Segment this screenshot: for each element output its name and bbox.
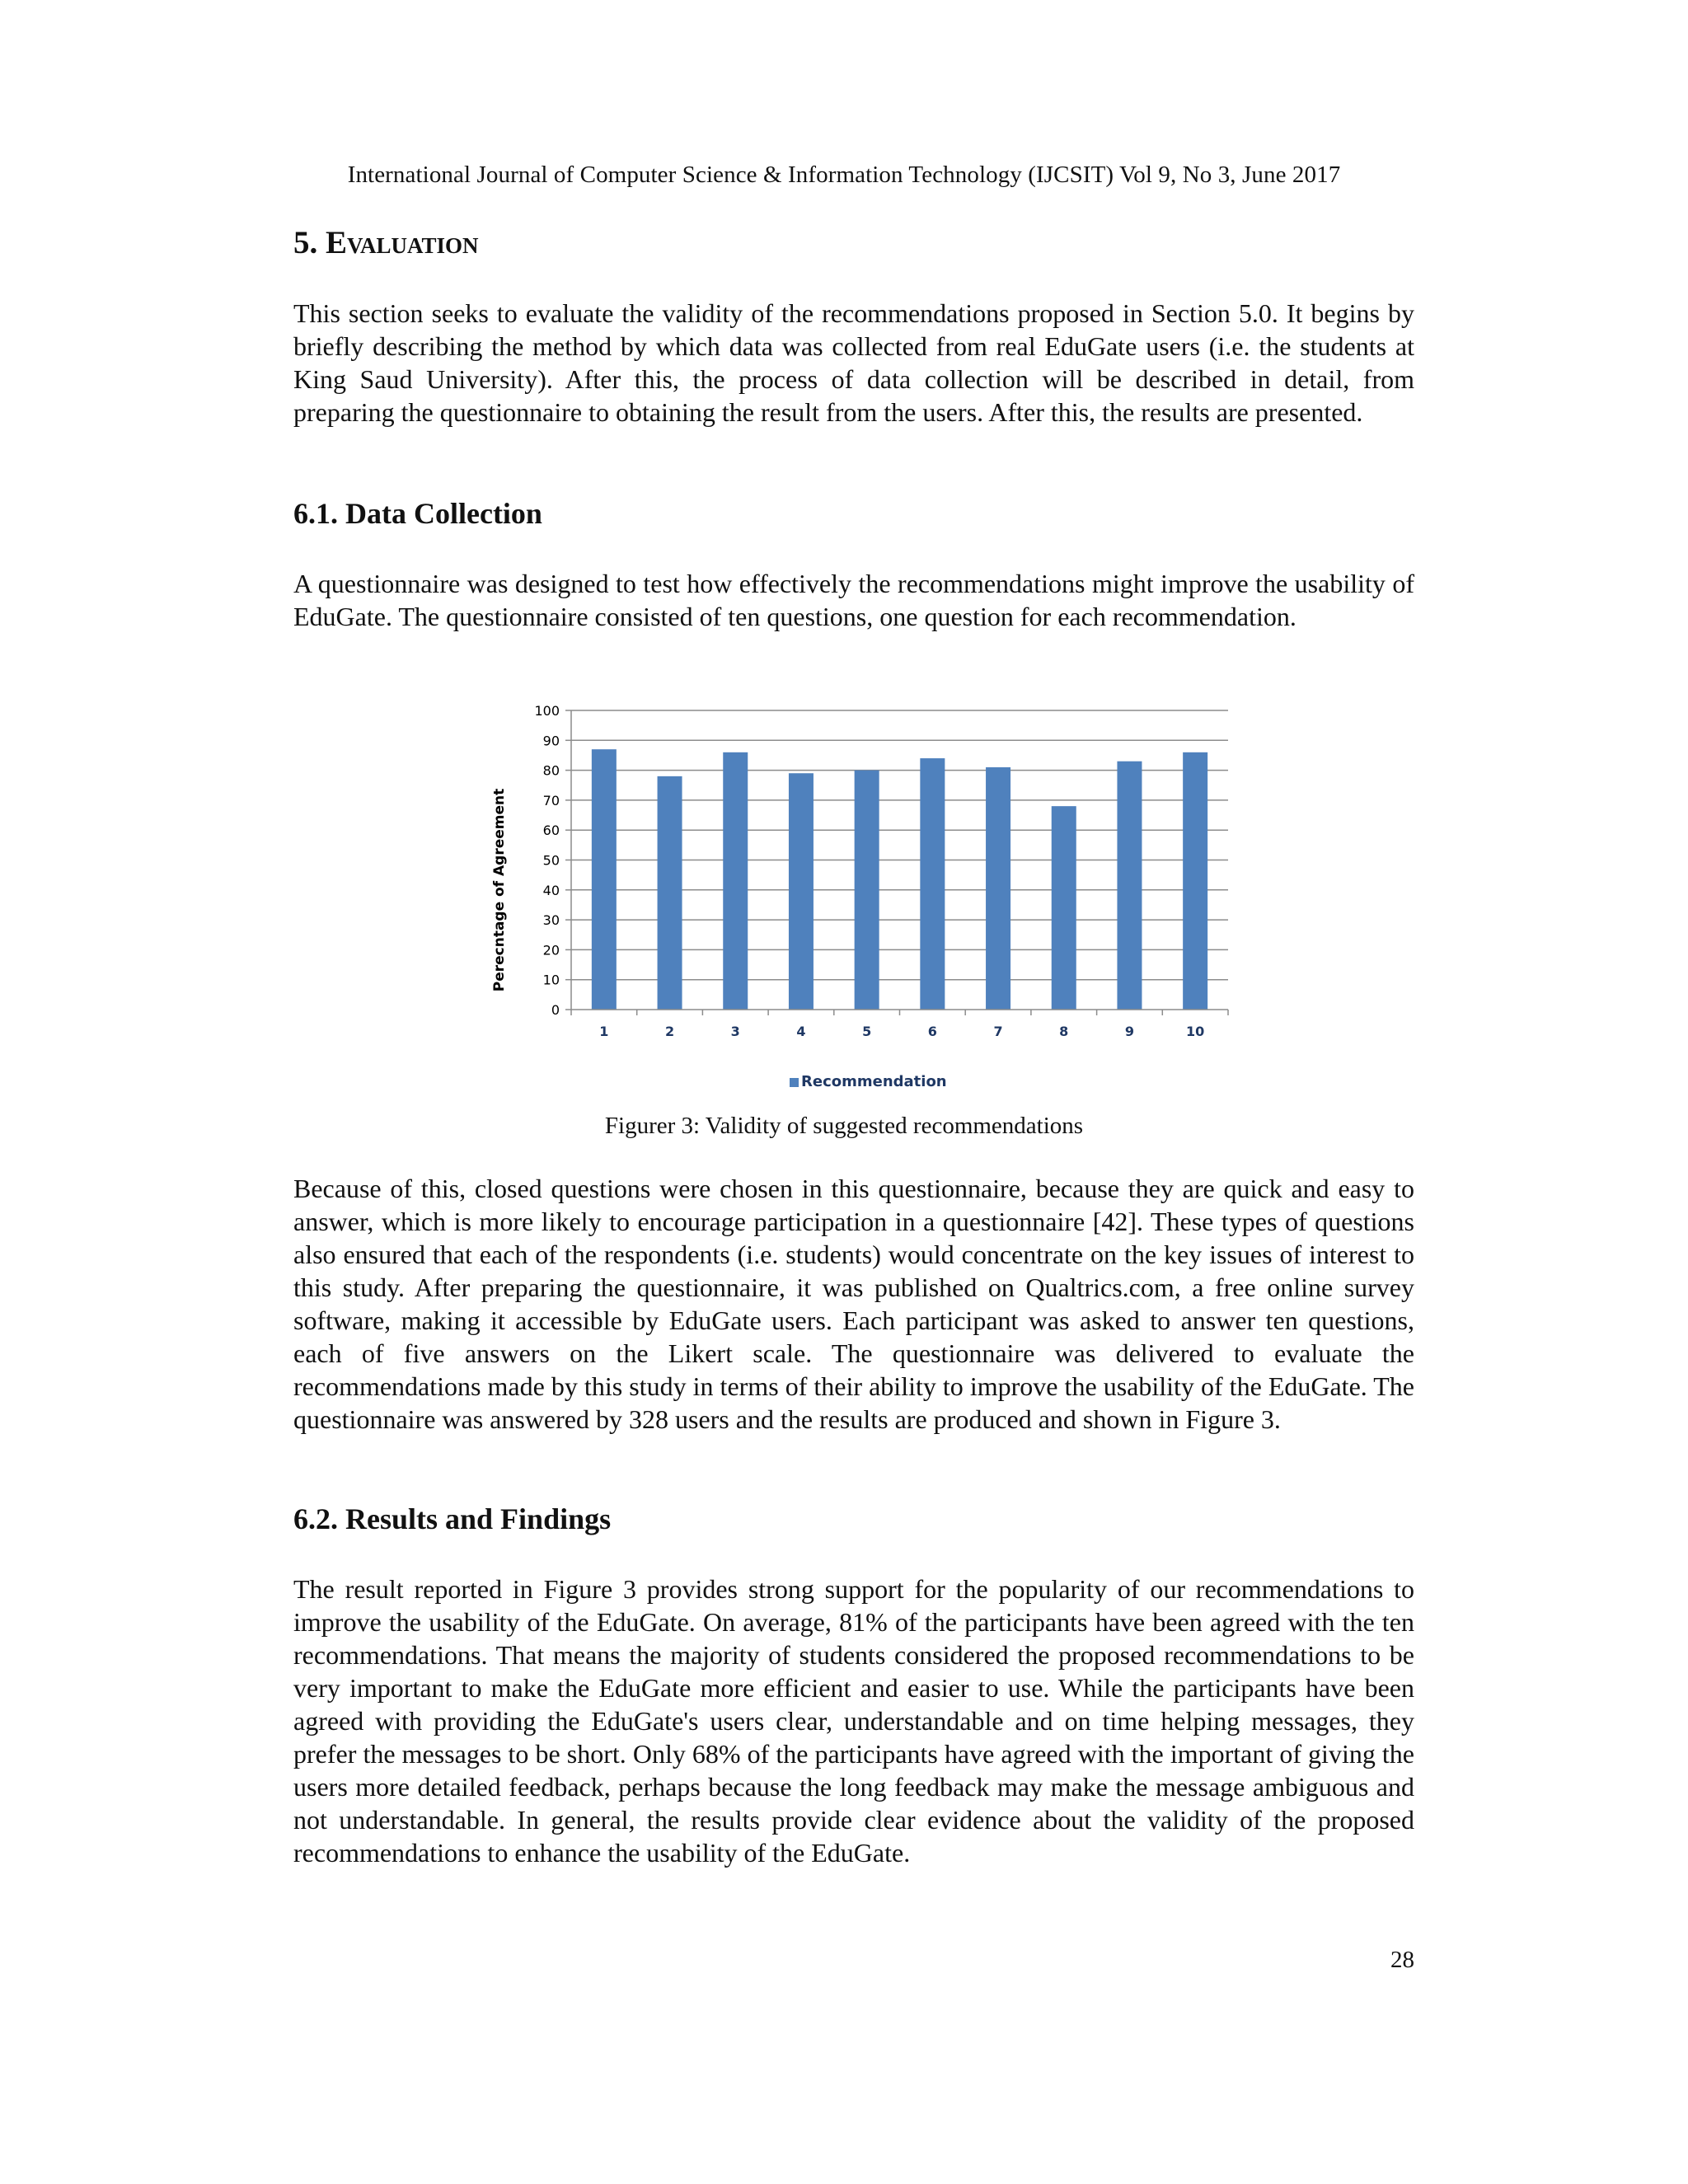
y-axis-label: Perecntage of Agreement <box>491 788 508 992</box>
agreement-bar-chart <box>486 696 1245 1100</box>
bar-10 <box>1183 752 1207 1010</box>
legend-swatch <box>790 1078 799 1087</box>
bar-5 <box>855 771 879 1010</box>
y-tick-label-30: 30 <box>542 912 560 929</box>
y-tick-label-70: 70 <box>542 792 560 808</box>
y-tick-label-100: 100 <box>534 703 560 719</box>
method-paragraph: Because of this, closed questions were chosen in this questionnaire, because they are quick and easy to answer, which is more likely to encourage participation in a questionnaire [42]. These types of questions also ensured that each of the respondents (i.e. students) would concentrate on the key issues of interest to this study. After preparing the questionnaire, it was published on Qualtrics.com, a free online survey software, making it accessible by EduGate users. Each participant was asked to answer ten questions, each of five answers on the Likert scale. The questionnaire was delivered to evaluate the recommendations made by this study in terms of their ability to improve the usability of the EduGate. The questionnaire was answered by 328 users and the results are produced and shown in Figure 3. <box>293 1174 1414 1434</box>
bar-3 <box>723 752 748 1010</box>
y-tick-label-60: 60 <box>542 823 560 839</box>
page-number: 28 <box>1390 1947 1414 1973</box>
bar-1 <box>592 749 617 1010</box>
x-tick-label-6: 6 <box>927 1024 937 1039</box>
chart-bars <box>592 749 1207 1010</box>
x-tick-label-2: 2 <box>664 1024 675 1039</box>
results-paragraph: The result reported in Figure 3 provides strong support for the popularity of our recommendations to improve the usability of the EduGate. On average, 81% of the participants have been agreed with the ten recommendations. That means the majority of students considered the proposed recommendations to be very important to make the EduGate more efficient and easier to use. While the participants have been agreed with providing the EduGate's users clear, understandable and on time helping messages, they prefer the messages to be short. Only 68% of the participants have agreed with the important of giving the users more detailed feedback, perhaps because the long feedback may make the message ambiguous and not understandable. In general, the results provide clear evidence about the validity of the proposed recommendations to enhance the usability of the EduGate. <box>293 1574 1414 1868</box>
x-tick-label-8: 8 <box>1059 1024 1069 1039</box>
y-tick-label-90: 90 <box>542 733 560 749</box>
data-collection-paragraph: A questionnaire was designed to test how effectively the recommendations might improve the usability of EduGate. The questionnaire consisted of ten questions, one question for each recommendation. <box>293 569 1414 631</box>
y-tick-label-50: 50 <box>542 852 560 869</box>
y-tick-label-40: 40 <box>542 882 560 898</box>
intro-paragraph: This section seeks to evaluate the validity of the recommendations proposed in Section 5.0. It begins by briefly describing the method by which data was collected from real EduGate users (i.e. the students at King Saud University). After this, the process of data collection will be described in detail, from preparing the questionnaire to obtaining the result from the users. After this, the results are presented. <box>293 298 1414 427</box>
bar-4 <box>789 773 814 1010</box>
x-tick-label-9: 9 <box>1124 1024 1135 1039</box>
bar-7 <box>986 767 1010 1010</box>
bar-6 <box>920 758 945 1010</box>
x-tick-label-5: 5 <box>862 1024 872 1039</box>
x-tick-label-10: 10 <box>1186 1024 1205 1039</box>
y-tick-label-0: 0 <box>551 1002 560 1018</box>
legend-label: Recommendation <box>801 1073 947 1090</box>
bar-8 <box>1052 806 1076 1010</box>
y-tick-label-80: 80 <box>542 762 560 779</box>
y-tick-label-20: 20 <box>542 942 560 958</box>
x-tick-label-4: 4 <box>796 1024 806 1039</box>
x-tick-label-7: 7 <box>993 1024 1003 1039</box>
subheading-data-collection: 6.1. Data Collection <box>293 497 542 530</box>
x-tick-label-3: 3 <box>730 1024 740 1039</box>
section-title-text: Evaluation <box>326 225 479 260</box>
y-tick-label-10: 10 <box>542 972 560 988</box>
section-number: 5. <box>293 225 318 260</box>
bar-2 <box>658 776 682 1010</box>
bar-9 <box>1117 762 1142 1010</box>
section-title <box>293 224 479 261</box>
x-tick-label-1: 1 <box>599 1024 609 1039</box>
running-header: International Journal of Computer Science & Information Technology (IJCSIT) Vol 9, No 3, June 2017 <box>347 162 1341 188</box>
subheading-results: 6.2. Results and Findings <box>293 1502 612 1535</box>
figure-caption: Figurer 3: Validity of suggested recommendations <box>604 1113 1084 1139</box>
